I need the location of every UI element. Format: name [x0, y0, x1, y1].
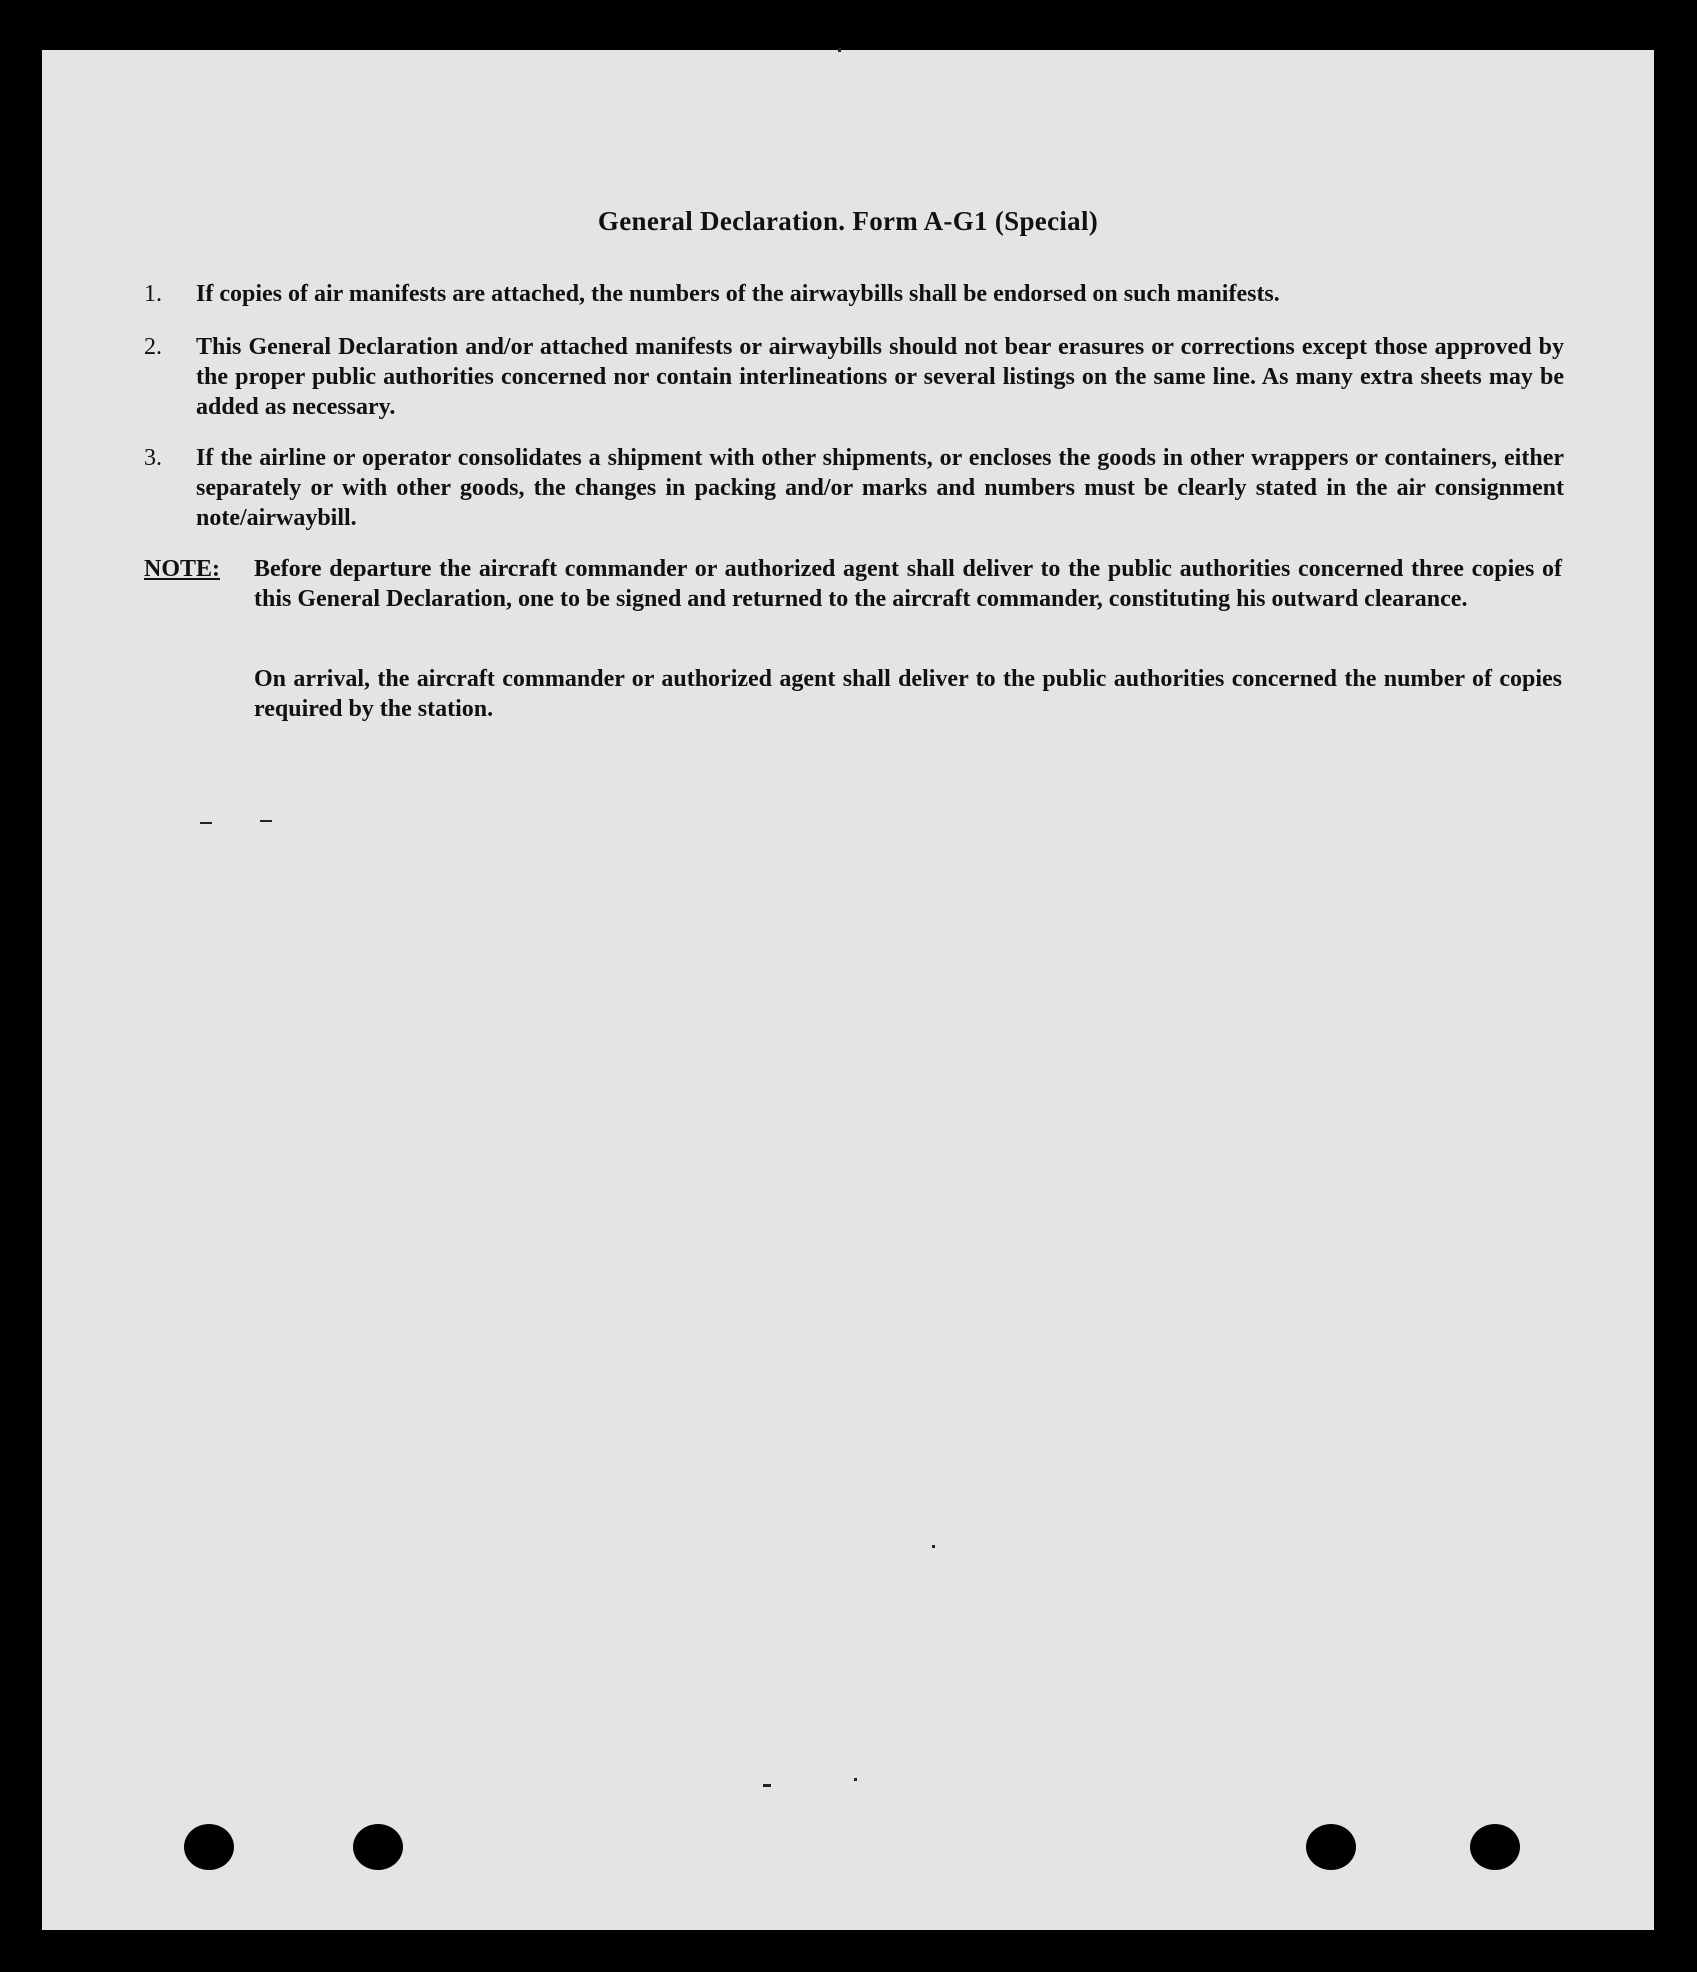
item-text: If the airline or operator consolidates a shipment with other shipments, or encloses the goods in other wrappers or containers, either separately or with other goods, the changes in packing and/or marks and numbers must be clearly stated in the air consignment note/airwaybill.: [196, 445, 1564, 531]
item-text: If copies of air manifests are attached, the numbers of the airwaybills shall be endorsed on such manifests.: [196, 281, 1280, 307]
document-title: General Declaration. Form A-G1 (Special): [597, 206, 1099, 236]
punch-hole: [353, 1824, 403, 1870]
punch-hole: [1306, 1824, 1356, 1870]
scan-speck: [932, 1545, 935, 1548]
punch-hole: [184, 1824, 234, 1870]
scan-speck: [854, 1778, 857, 1781]
scan-speck: [838, 48, 841, 52]
note-paragraph: On arrival, the aircraft commander or authorized agent shall deliver to the public authorities concerned the number of copies required by the station.: [254, 666, 1562, 722]
scan-speck: [200, 822, 212, 824]
note-label: NOTE:: [144, 556, 221, 582]
scan-speck: [260, 820, 272, 822]
list-item: [144, 332, 1564, 422]
item-number: 1.: [144, 281, 162, 307]
punch-hole: [1470, 1824, 1520, 1870]
item-number: 2.: [144, 334, 162, 360]
scan-speck: [763, 1784, 771, 1787]
item-number: 3.: [144, 445, 162, 471]
document-page: [42, 50, 1654, 1930]
item-text: This General Declaration and/or attached manifests or airwaybills should not bear erasures or corrections except those approved by the proper public authorities concerned nor contain interlineations or several listings on the same line. As many extra sheets may be added as necessary.: [196, 334, 1564, 420]
list-item: [144, 279, 1564, 309]
note-paragraph: Before departure the aircraft commander or authorized agent shall deliver to the public authorities concerned three copies of this General Declaration, one to be signed and returned to the aircraft commander, constituting his outward clearance.: [254, 556, 1562, 612]
list-item: [144, 443, 1564, 533]
